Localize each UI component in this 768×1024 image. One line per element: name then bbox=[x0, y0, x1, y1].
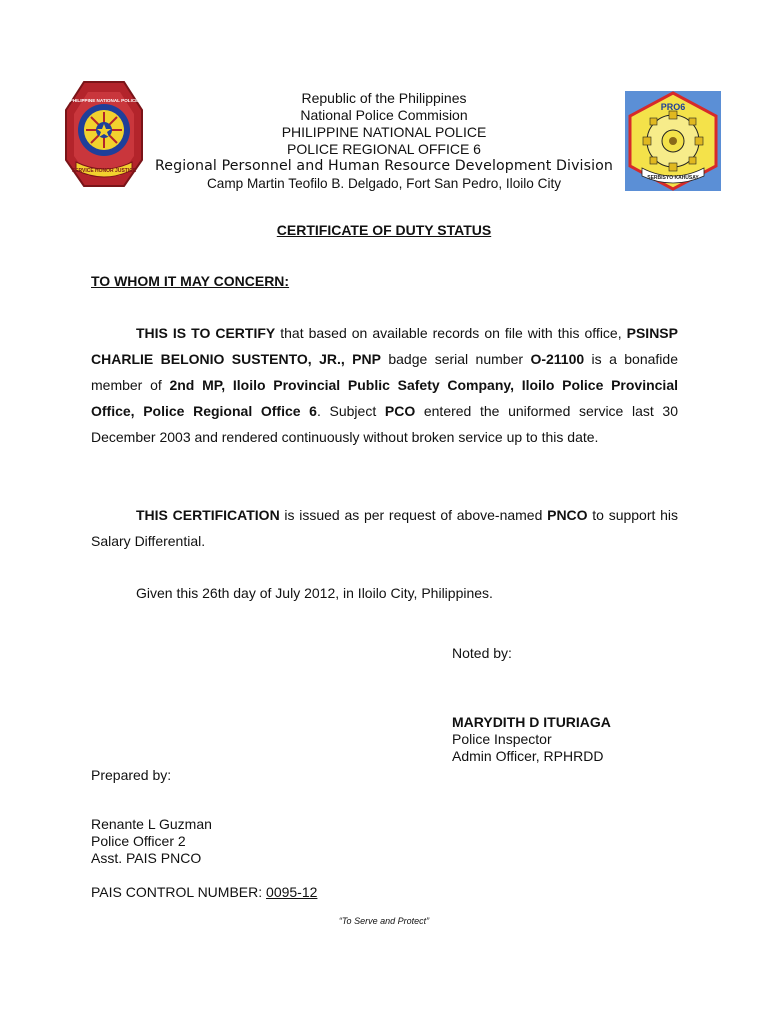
pnp-seal-banner-text: SERVICE HONOR JUSTICE bbox=[71, 168, 137, 174]
noted-signatory-position: Admin Officer, RPHRDD bbox=[452, 748, 604, 764]
salutation: TO WHOM IT MAY CONCERN: bbox=[91, 273, 290, 289]
certification-paragraph bbox=[91, 320, 678, 450]
prepared-signatory-rank: Police Officer 2 bbox=[91, 833, 186, 849]
header-line-division: Regional Personnel and Human Resource Development Division bbox=[154, 158, 614, 174]
pro6-seal-icon bbox=[624, 90, 722, 192]
given-date-paragraph: Given this 26th day of July 2012, in Iloilo City, Philippines. bbox=[136, 585, 493, 601]
prepared-by-label: Prepared by: bbox=[91, 767, 172, 783]
header-line-napolcom: National Police Commision bbox=[300, 107, 468, 123]
para1-text-1: that based on available records on file with this office, bbox=[275, 325, 627, 341]
noted-signatory-rank: Police Inspector bbox=[452, 731, 552, 747]
footer-motto: “To Serve and Protect” bbox=[338, 916, 430, 926]
header-line-republic: Republic of the Philippines bbox=[301, 90, 467, 106]
noted-signatory-name: MARYDITH D ITURIAGA bbox=[452, 714, 611, 730]
certification-lead: THIS CERTIFICATION bbox=[136, 507, 280, 523]
unit-assignment: 2nd MP, Iloilo Provincial Public Safety Company, Iloilo Police Provincial Office, Police Regional Office 6 bbox=[91, 377, 678, 419]
control-number-value: 0095-12 bbox=[266, 884, 318, 900]
pnco-label: PNCO bbox=[547, 507, 588, 523]
subject-rank: PCO bbox=[384, 403, 416, 419]
pnp-seal-icon bbox=[64, 80, 144, 188]
prepared-signatory bbox=[91, 816, 212, 867]
pro6-seal-top-text: PRO6 bbox=[660, 102, 686, 112]
document-title: CERTIFICATE OF DUTY STATUS bbox=[276, 222, 492, 238]
para2-text-2: to support his Salary Differential. bbox=[91, 507, 679, 549]
pro6-seal-graphic bbox=[624, 90, 722, 192]
control-number-line bbox=[91, 884, 317, 901]
badge-number: O-21100 bbox=[530, 351, 585, 367]
pnp-seal-graphic bbox=[64, 80, 144, 188]
para1-text-2: badge serial number bbox=[380, 351, 531, 367]
header-line-pnp: PHILIPPINE NATIONAL POLICE bbox=[281, 124, 487, 140]
control-number-label: PAIS CONTROL NUMBER: bbox=[91, 884, 267, 900]
noted-signatory bbox=[452, 714, 611, 765]
para1-text-5: entered the uniformed service last 30 December 2003 and rendered continuously without broken service up to this date. bbox=[91, 403, 678, 445]
prepared-signatory-position: Asst. PAIS PNCO bbox=[91, 850, 202, 866]
header-line-regional-office: POLICE REGIONAL OFFICE 6 bbox=[287, 141, 481, 157]
letterhead bbox=[140, 90, 628, 192]
noted-by-label: Noted by: bbox=[452, 645, 512, 661]
para2-text-1: is issued as per request of above-named bbox=[279, 507, 548, 523]
header-line-address: Camp Martin Teofilo B. Delgado, Fort San Pedro, Iloilo City bbox=[206, 176, 562, 191]
subject-name: PSINSP CHARLIE BELONIO SUSTENTO, JR., PNP bbox=[91, 325, 678, 367]
pnp-seal-ring-text: PHILIPPINE NATIONAL POLICE bbox=[69, 98, 139, 103]
pro6-seal-bottom-text: SERBISYO KAHUSAY bbox=[647, 175, 699, 181]
para1-text-3: is a bonafide member of bbox=[91, 351, 678, 393]
prepared-signatory-name: Renante L Guzman bbox=[91, 816, 212, 832]
para1-text-4: . Subject bbox=[316, 403, 385, 419]
certify-lead: THIS IS TO CERTIFY bbox=[136, 325, 276, 341]
purpose-paragraph bbox=[91, 502, 678, 554]
